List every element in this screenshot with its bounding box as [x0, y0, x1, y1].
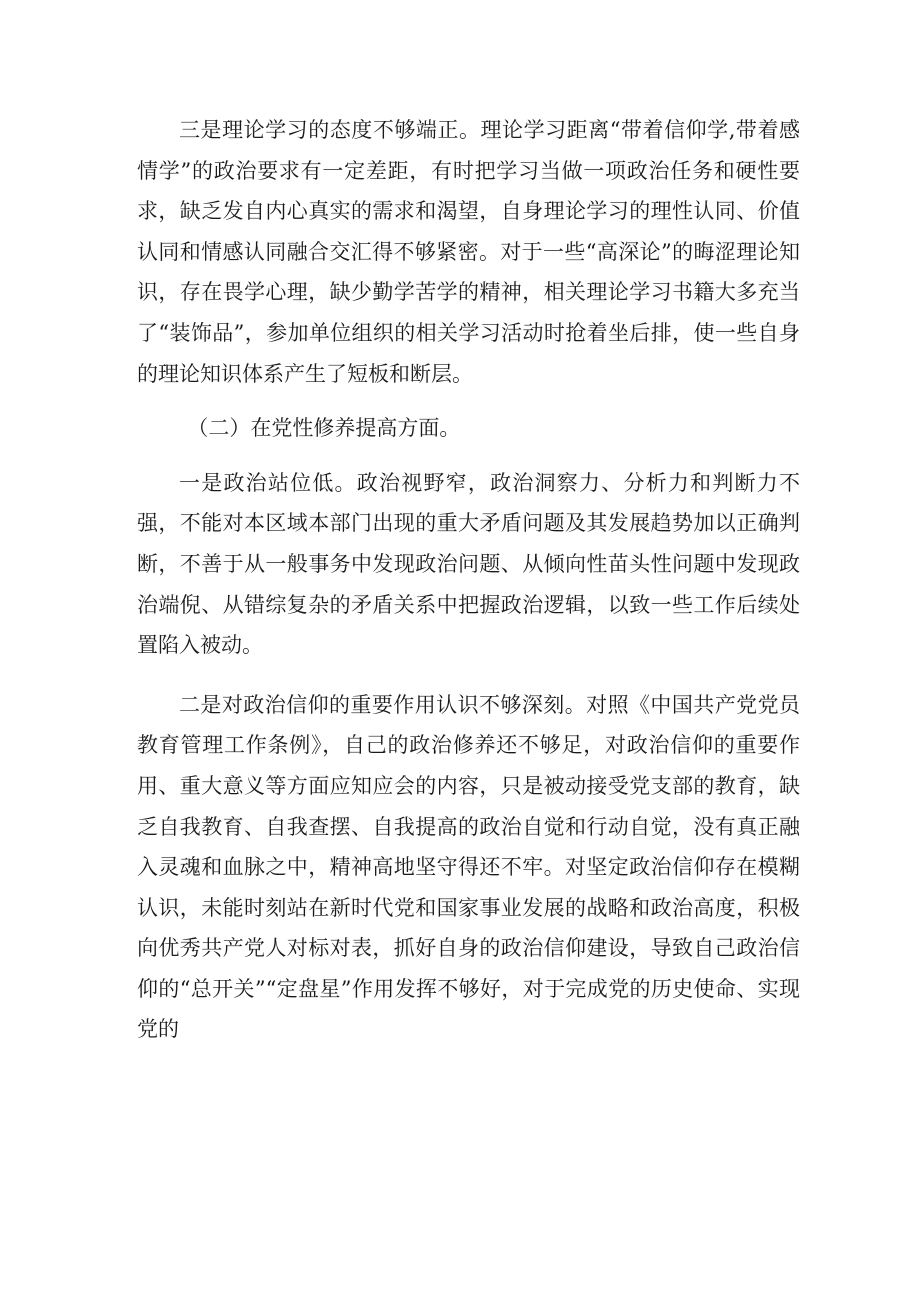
paragraph-political-standing: 一是政治站位低。政治视野窄，政治洞察力、分析力和判断力不强，不能对本区域本部门出现的重大矛盾问题及其发展趋势加以正确判断，不善于从一般事务中发现政治问题、从倾向性苗头性问题中发现政治端倪、从错综复杂的矛盾关系中把握政治逻辑，以致一些工作后续处置陷入被动。 — [137, 470, 800, 658]
paragraph-political-belief: 二是对政治信仰的重要作用认识不够深刻。对照《中国共产党党员教育管理工作条例》，自己的政治修养还不够足，对政治信仰的重要作用、重大意义等方面应知应会的内容，只是被动接受党支部的教育，缺乏自我教育、自我查摆、自我提高的政治自觉和行动自觉，没有真正融入灵魂和血脉之中，精神高地坚守得还不牢。对坚定政治信仰存在模糊认识，未能时刻站在新时代党和国家事业发展的战略和政治高度，积极向优秀共产党人对标对表，抓好自身的政治信仰建设，导致自己政治信仰的“总开关”“定盘星”作用发挥不够好，对于完成党的历史使命、实现党的 — [137, 692, 800, 1042]
paragraph-theory-attitude: 三是理论学习的态度不够端正。理论学习距离“带着信仰学,带着感情学”的政治要求有一定差距，有时把学习当做一项政治任务和硬性要求，缺乏发自内心真实的需求和渴望，自身理论学习的理性认同、价值认同和情感认同融合交汇得不够紧密。对于一些“高深论”的晦涩理论知识，存在畏学心理，缺少勤学苦学的精神，相关理论学习书籍大多充当了“装饰品”，参加单位组织的相关学习活动时抢着坐后排，使一些自身的理论知识体系产生了短板和断层。 — [137, 118, 800, 386]
document-page — [137, 110, 800, 1050]
section-heading-party-spirit: （二）在党性修养提高方面。 — [187, 416, 461, 441]
